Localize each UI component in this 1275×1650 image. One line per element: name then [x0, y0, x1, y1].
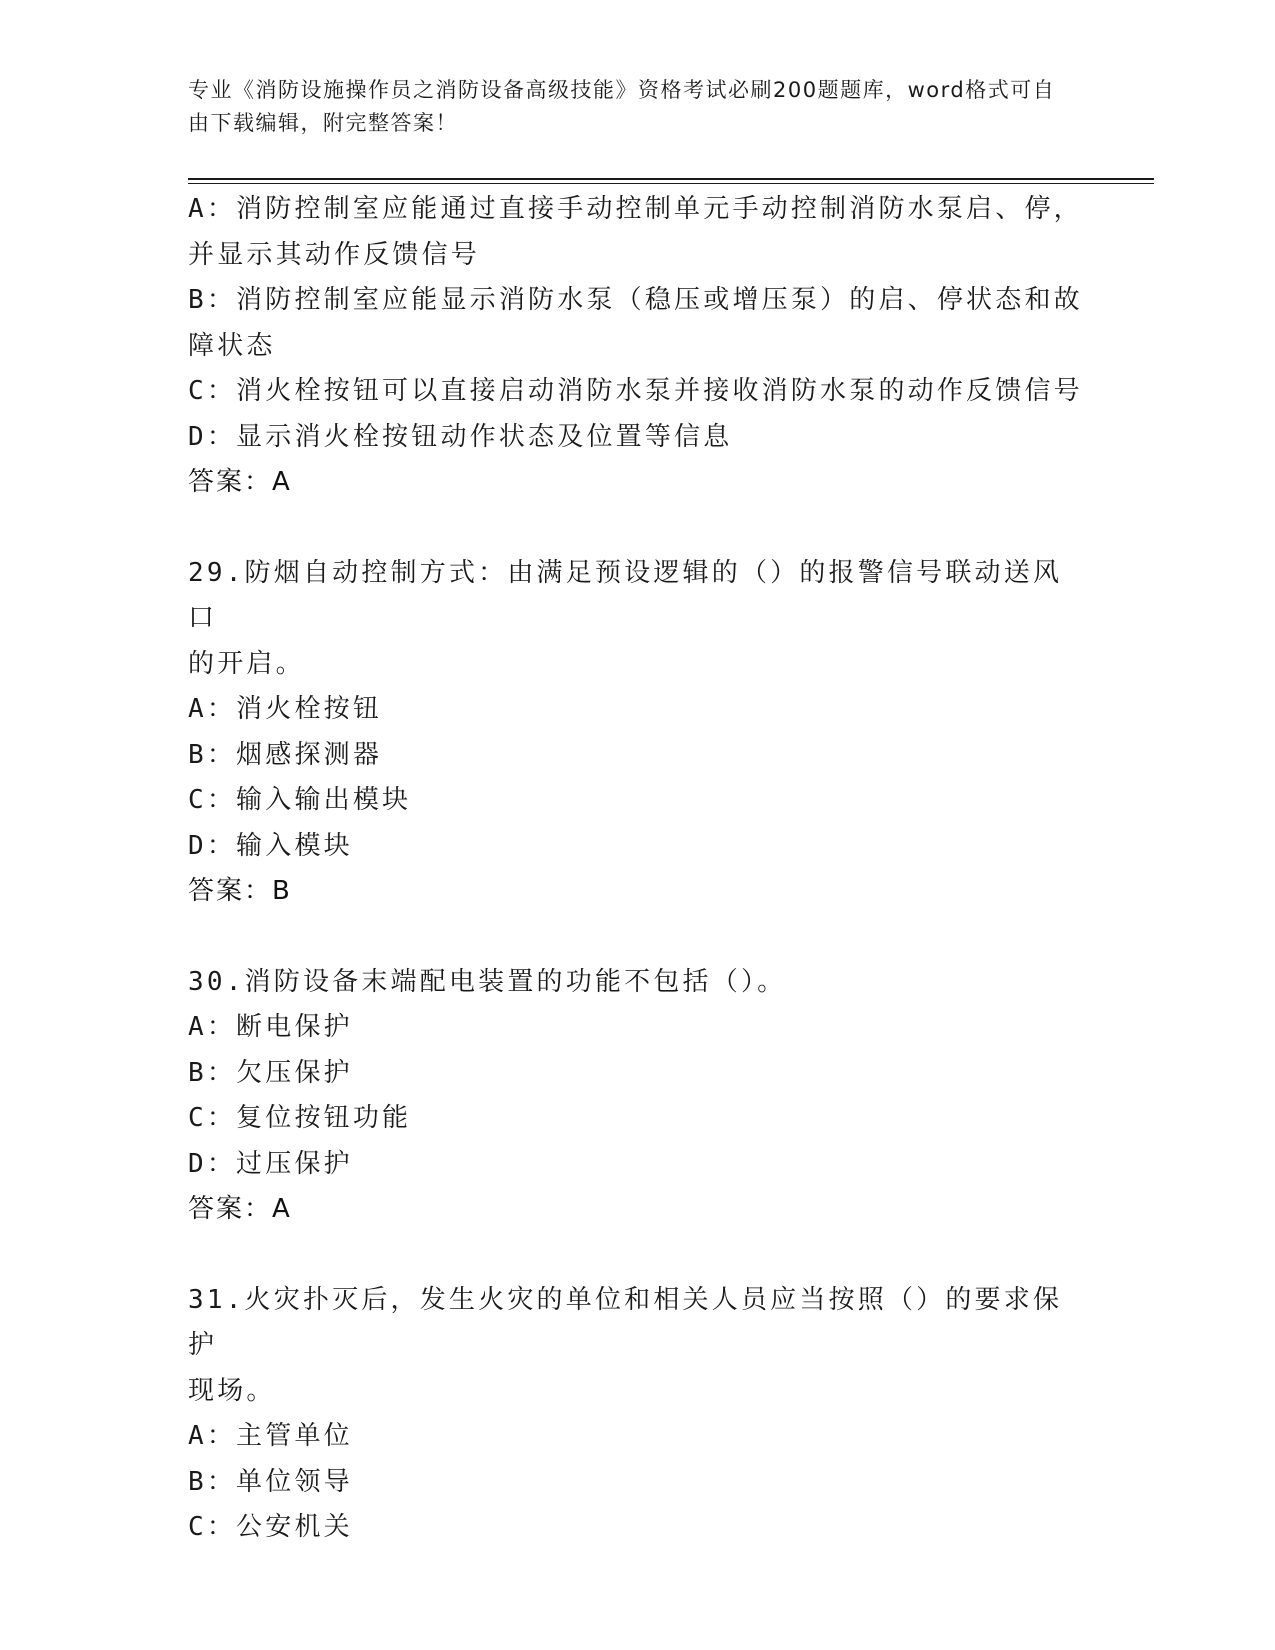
option-a: A：主管单位 [188, 1421, 353, 1451]
option-d: D：显示消火栓按钮动作状态及位置等信息 [188, 421, 733, 452]
header-divider-thick [188, 178, 1154, 180]
document-header: 专业《消防设施操作员之消防设备高级技能》资格考试必刷200题题库，word格式可自由下载编辑，附完整答案！ [188, 78, 1056, 135]
question-31 [188, 1278, 1088, 1551]
question-list [188, 187, 1088, 1551]
option-c: C：消火栓按钮可以直接启动消防水泵并接收消防水泵的动作反馈信号 [188, 376, 1083, 406]
question-30 [188, 960, 1088, 1233]
question-29 [188, 551, 1088, 915]
answer-label: 答案：B [188, 876, 292, 906]
option-b: B：单位领导 [188, 1466, 353, 1497]
question-stem-line-1: 31.火灾扑灭后，发生火灾的单位和相关人员应当按照（）的要求保护 [188, 1284, 1063, 1360]
question-spacer [188, 506, 1088, 551]
question-stem-line-1: 29.防烟自动控制方式：由满足预设逻辑的（）的报警信号联动送风口 [188, 557, 1063, 633]
option-c: C：复位按钮功能 [188, 1103, 412, 1133]
option-a-line-1: A：消防控制室应能通过直接手动控制单元手动控制消防水泵启、停， [188, 194, 1083, 224]
answer-label: 答案：A [188, 1194, 292, 1224]
option-d: D：输入模块 [188, 830, 353, 861]
option-b: B：烟感探测器 [188, 739, 383, 770]
option-b-line-1: B：消防控制室应能显示消防水泵（稳压或增压泵）的启、停状态和故 [188, 285, 1083, 315]
question-stem-line-2: 现场。 [188, 1375, 276, 1406]
option-c: C：公安机关 [188, 1512, 353, 1542]
question-stem: 30.消防设备末端配电装置的功能不包括（）。 [188, 966, 787, 997]
option-b-line-2: 障状态 [188, 330, 276, 361]
question-spacer [188, 1233, 1088, 1278]
question-spacer [188, 915, 1088, 960]
option-a-line-2: 并显示其动作反馈信号 [188, 239, 481, 270]
option-a: A：消火栓按钮 [188, 694, 383, 724]
answer-label: 答案：A [188, 467, 292, 497]
header-divider-thin [188, 183, 1154, 184]
question-stem-line-2: 的开启。 [188, 648, 305, 679]
question-28 [188, 187, 1088, 506]
option-b: B：欠压保护 [188, 1057, 353, 1088]
option-a: A：断电保护 [188, 1012, 353, 1042]
option-c: C：输入输出模块 [188, 785, 412, 815]
option-d: D：过压保护 [188, 1148, 353, 1179]
